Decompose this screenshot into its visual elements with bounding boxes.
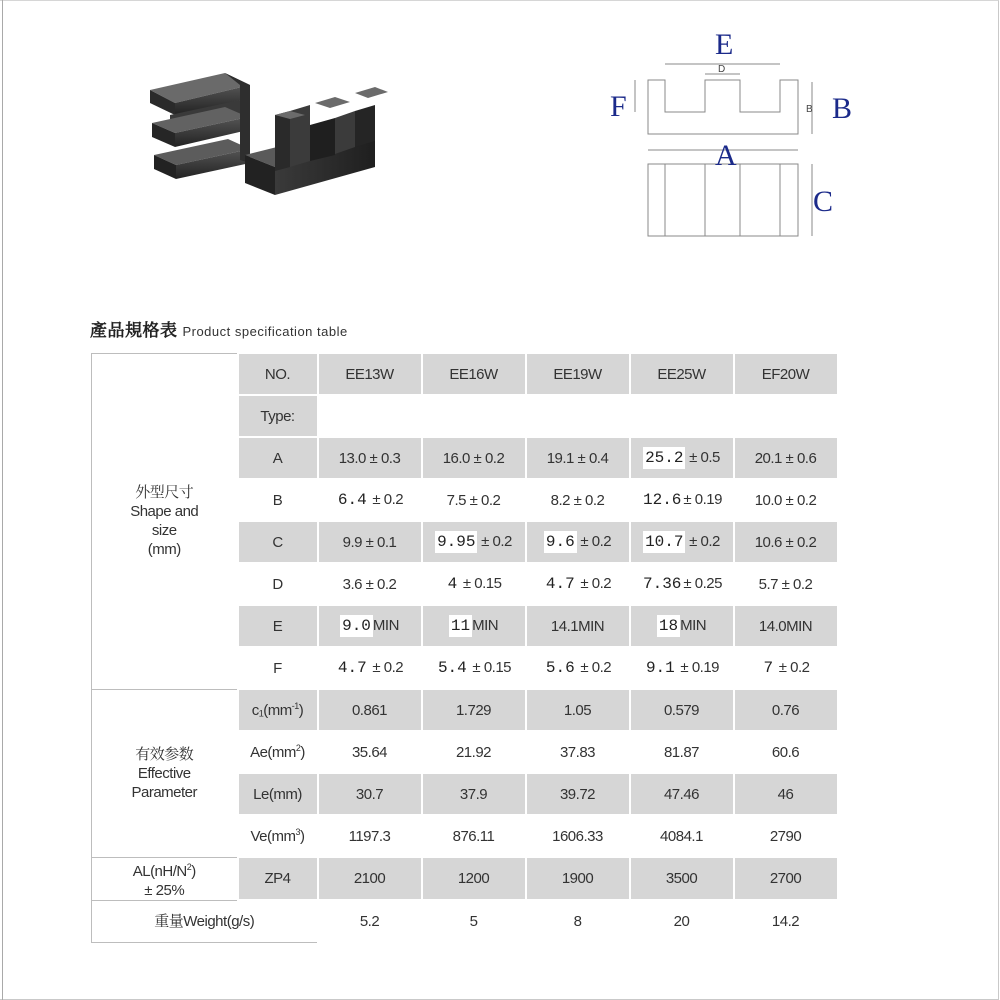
- product-spec-table: [91, 352, 839, 943]
- effective-param-label: $Ae(mm^2)$: [238, 731, 318, 773]
- shape-param-label: D: [238, 563, 318, 605]
- al-group: [92, 857, 238, 900]
- al-label-line2: ± 25%: [144, 881, 185, 899]
- shape-value-tolerance: ± 0.6: [781, 449, 817, 467]
- shape-value-tolerance: ± 0.4: [573, 449, 609, 467]
- shape-value-cell: [630, 563, 734, 605]
- al-value: 2100: [318, 857, 422, 900]
- shape-value-cell: [422, 437, 526, 479]
- weight-row: [92, 900, 838, 942]
- shape-value-main: 4: [447, 575, 458, 593]
- shape-value-main: 5.7: [758, 575, 778, 593]
- shape-value-main: 19.1: [546, 449, 574, 467]
- shape-value-cell: [734, 437, 838, 479]
- shape-value-tolerance: ± 0.2: [569, 491, 605, 509]
- weight-value: 8: [526, 900, 630, 942]
- header-model: EF20W: [734, 353, 838, 395]
- shape-value-tolerance: ± 0.2: [469, 449, 505, 467]
- shape-value-cell: [734, 521, 838, 563]
- shape-value-tolerance: ± 0.15: [459, 575, 502, 592]
- header-model: EE16W: [422, 353, 526, 395]
- shape-value-tolerance: ± 0.1: [361, 533, 397, 551]
- al-value: 2700: [734, 857, 838, 900]
- dim-label-a: A: [715, 139, 737, 172]
- effective-value-cell: 0.579: [630, 689, 734, 731]
- shape-value-tolerance: ± 0.19: [683, 491, 722, 508]
- weight-label: 重量Weight(g/s): [92, 900, 318, 942]
- shape-value-tolerance: ± 0.2: [368, 659, 404, 676]
- title-en: Product specification table: [182, 324, 348, 339]
- shape-value-main: 10.7: [645, 533, 684, 551]
- shape-value-tolerance: ± 0.2: [576, 659, 612, 676]
- window-edge: [2, 0, 3, 1000]
- effective-value-cell: 876.11: [422, 815, 526, 857]
- shape-value-cell: [422, 479, 526, 521]
- shape-param-label: E: [238, 605, 318, 647]
- shape-value-cell: [526, 479, 630, 521]
- shape-value-main: 7.36: [642, 575, 682, 593]
- type-cell: [526, 395, 630, 437]
- effective-group-en1: Effective: [137, 764, 191, 782]
- effective-value-cell: 1.729: [422, 689, 526, 731]
- shape-value-tolerance: ± 0.2: [465, 491, 501, 509]
- al-value: 3500: [630, 857, 734, 900]
- shape-value-tolerance: ± 0.2: [775, 659, 810, 676]
- shape-value-cell: [422, 605, 526, 647]
- shape-value-cell: [734, 563, 838, 605]
- effective-value-cell: 37.83: [526, 731, 630, 773]
- shape-value-cell: [422, 563, 526, 605]
- weight-value: 5.2: [318, 900, 422, 942]
- shape-value-main: 14.0: [758, 617, 787, 635]
- shape-value-tolerance: ± 0.2: [685, 533, 720, 550]
- shape-value-tolerance: ± 0.2: [576, 533, 612, 550]
- shape-value-tolerance: ± 0.3: [365, 449, 401, 467]
- shape-value-tolerance: ± 0.15: [468, 659, 512, 676]
- header-row: [92, 353, 838, 395]
- shape-value-main: 10.6: [754, 533, 782, 551]
- shape-value-cell: [422, 521, 526, 563]
- effective-value-cell: 0.861: [318, 689, 422, 731]
- header-no: NO.: [238, 353, 318, 395]
- shape-value-main: 9.9: [342, 533, 362, 551]
- shape-value-main: 11: [450, 617, 471, 635]
- effective-value-cell: 1197.3: [318, 815, 422, 857]
- al-value: 1900: [526, 857, 630, 900]
- shape-value-main: 3.6: [342, 575, 362, 593]
- shape-group-cn: 外型尺寸: [135, 484, 194, 501]
- effective-parameter-group: [92, 689, 238, 857]
- shape-value-main: 7: [763, 659, 774, 677]
- shape-value-main: 13.0: [338, 449, 366, 467]
- header-model: EE13W: [318, 353, 422, 395]
- header-model: EE25W: [630, 353, 734, 395]
- shape-value-main: 25.2: [645, 449, 684, 467]
- shape-value-main: 5.6: [545, 659, 575, 677]
- ferrite-core-image: [140, 55, 390, 205]
- dim-label-d: D: [718, 64, 726, 75]
- shape-value-main: 9.0: [342, 617, 371, 635]
- shape-group-en2: size: [151, 522, 177, 539]
- shape-value-cell: [630, 437, 734, 479]
- shape-group-en3: (mm): [147, 541, 181, 558]
- shape-value-cell: [526, 437, 630, 479]
- shape-value-main: 5.4: [437, 659, 467, 677]
- shape-value-tolerance: MIN: [578, 617, 605, 635]
- shape-value-main: 14.1: [550, 617, 579, 635]
- shape-value-cell: [526, 605, 630, 647]
- shape-value-main: 4.7: [545, 575, 575, 593]
- shape-value-cell: [318, 521, 422, 563]
- effective-value-cell: 4084.1: [630, 815, 734, 857]
- dim-label-b: B: [832, 92, 853, 125]
- al-material: ZP4: [238, 857, 318, 900]
- effective-value-cell: 1606.33: [526, 815, 630, 857]
- shape-value-tolerance: ± 0.25: [683, 575, 722, 592]
- type-cell: [422, 395, 526, 437]
- dim-label-b-small: B: [806, 104, 813, 115]
- shape-value-tolerance: ± 0.19: [676, 659, 720, 676]
- header-model: EE19W: [526, 353, 630, 395]
- shape-size-group: [92, 353, 238, 689]
- effective-group-en2: Parameter: [131, 783, 198, 801]
- shape-value-main: 9.6: [545, 533, 575, 551]
- shape-value-main: 7.5: [446, 491, 466, 509]
- shape-value-cell: [318, 437, 422, 479]
- shape-value-cell: [734, 479, 838, 521]
- effective-value-cell: 21.92: [422, 731, 526, 773]
- al-label-line1: $AL(nH/N^2)$: [132, 861, 196, 880]
- dim-label-e: E: [715, 28, 734, 61]
- type-cell: [318, 395, 422, 437]
- effective-value-cell: 0.76: [734, 689, 838, 731]
- shape-value-tolerance: ± 0.2: [781, 491, 817, 509]
- shape-value-tolerance: ± 0.2: [361, 575, 397, 593]
- effective-value-cell: 30.7: [318, 773, 422, 815]
- shape-value-main: 9.1: [645, 659, 675, 677]
- shape-value-main: 9.95: [437, 533, 476, 551]
- effective-value-cell: 39.72: [526, 773, 630, 815]
- effective-param-label: Le(mm): [238, 773, 318, 815]
- shape-value-cell: [318, 563, 422, 605]
- shape-value-cell: [422, 647, 526, 689]
- shape-value-tolerance: MIN: [786, 617, 813, 635]
- effective-value-cell: 37.9: [422, 773, 526, 815]
- shape-value-cell: [630, 479, 734, 521]
- shape-value-tolerance: ± 0.2: [576, 575, 612, 592]
- shape-value-tolerance: ± 0.2: [781, 533, 817, 551]
- shape-value-cell: [526, 521, 630, 563]
- shape-value-tolerance: ± 0.5: [685, 449, 720, 466]
- shape-param-label: F: [238, 647, 318, 689]
- type-label: Type:: [238, 395, 318, 437]
- shape-value-cell: [630, 647, 734, 689]
- type-cell: [734, 395, 838, 437]
- effective-value-cell: 35.64: [318, 731, 422, 773]
- effective-value-cell: 60.6: [734, 731, 838, 773]
- shape-value-tolerance: MIN: [372, 617, 399, 634]
- shape-value-main: 10.0: [754, 491, 782, 509]
- type-cell: [630, 395, 734, 437]
- shape-value-cell: [526, 563, 630, 605]
- effective-value-cell: 47.46: [630, 773, 734, 815]
- effective-param-label: $Ve(mm^3)$: [238, 815, 318, 857]
- shape-value-tolerance: ± 0.2: [777, 575, 813, 593]
- shape-value-cell: [630, 605, 734, 647]
- shape-value-main: 4.7: [337, 659, 367, 677]
- shape-group-en1: Shape and: [130, 503, 199, 520]
- effective-param-label: $c_1(mm^{-1})$: [238, 689, 318, 731]
- effective-value-cell: 81.87: [630, 731, 734, 773]
- shape-value-main: 6.4: [337, 491, 367, 509]
- shape-value-cell: [734, 647, 838, 689]
- shape-value-main: 18: [658, 617, 679, 635]
- dim-label-c: C: [813, 185, 834, 218]
- al-value: 1200: [422, 857, 526, 900]
- effective-value-cell: 1.05: [526, 689, 630, 731]
- spec-table-title: [90, 316, 348, 341]
- title-cn: 產品規格表: [90, 321, 178, 340]
- shape-value-tolerance: MIN: [472, 617, 499, 634]
- al-row: [92, 857, 838, 900]
- shape-param-label: C: [238, 521, 318, 563]
- effective-value-cell: 2790: [734, 815, 838, 857]
- shape-value-main: 16.0: [442, 449, 470, 467]
- shape-value-tolerance: ± 0.2: [368, 491, 404, 508]
- shape-value-cell: [318, 647, 422, 689]
- shape-value-cell: [630, 521, 734, 563]
- weight-value: 20: [630, 900, 734, 942]
- shape-param-label: A: [238, 437, 318, 479]
- shape-param-label: B: [238, 479, 318, 521]
- effective-value-cell: 46: [734, 773, 838, 815]
- shape-value-main: 20.1: [754, 449, 782, 467]
- effective-row-c1: [92, 689, 838, 731]
- dimension-diagram: [600, 22, 880, 247]
- shape-value-cell: [318, 479, 422, 521]
- dim-label-f: F: [610, 90, 627, 123]
- weight-value: 5: [422, 900, 526, 942]
- shape-value-main: 12.6: [642, 491, 682, 509]
- shape-value-tolerance: ± 0.2: [477, 533, 512, 550]
- shape-value-main: 8.2: [550, 491, 570, 509]
- shape-value-cell: [734, 605, 838, 647]
- shape-value-tolerance: MIN: [680, 617, 707, 634]
- weight-value: 14.2: [734, 900, 838, 942]
- shape-value-cell: [318, 605, 422, 647]
- shape-value-cell: [526, 647, 630, 689]
- effective-group-cn: 有效参数: [135, 745, 194, 763]
